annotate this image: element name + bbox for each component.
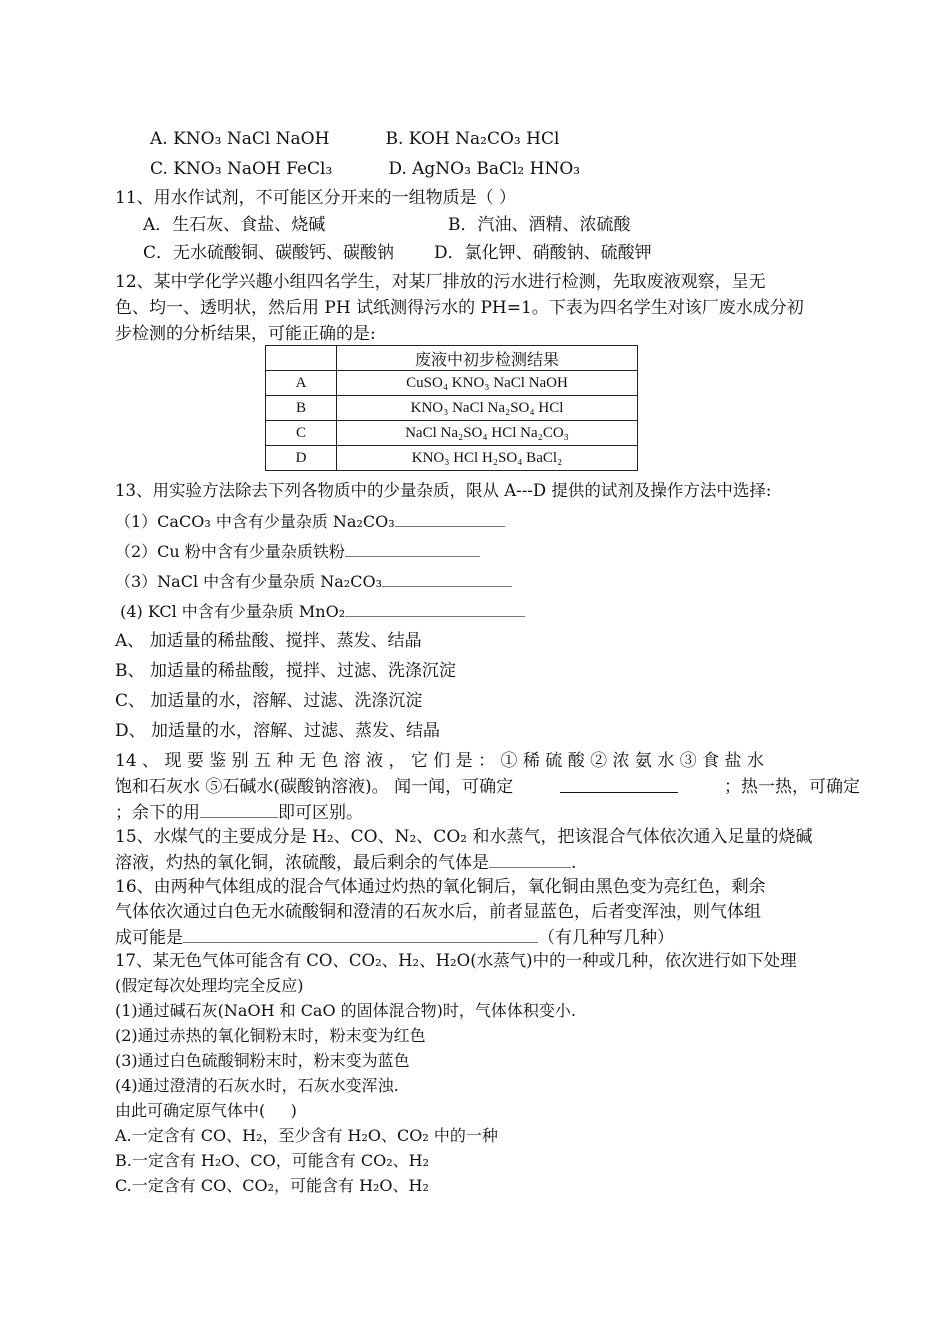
- answer-blank[interactable]: [489, 850, 571, 868]
- row-value: KNO₃ HCl H₂SO₄ BaCl₂: [337, 446, 638, 471]
- table-row: [266, 421, 638, 446]
- table-row: [266, 396, 638, 421]
- q17-option-c: C.一定含有 CO、CO₂，可能含有 H₂O、H₂: [115, 1176, 429, 1195]
- row-value: CuSO₄ KNO₃ NaCl NaOH: [337, 371, 638, 396]
- table-row: [266, 371, 638, 396]
- q12-line2: 色、均一、透明状，然后用 PH 试纸测得污水的 PH=1。下表为四名学生对该厂废水成分初: [115, 298, 804, 318]
- q13-item-1: [115, 509, 505, 534]
- q17-option-a: A.一定含有 CO、H₂，至少含有 H₂O、CO₂ 中的一种: [115, 1126, 498, 1145]
- item-text: （1）CaCO₃ 中含有少量杂质 Na₂CO₃: [115, 512, 395, 531]
- q14-line3-text: ；余下的用: [115, 803, 200, 823]
- item-text: （3）NaCl 中含有少量杂质 Na₂CO₃: [115, 572, 382, 591]
- answer-blank[interactable]: [382, 569, 512, 587]
- q12-line1: 12、某中学化学兴趣小组四名学生，对某厂排放的污水进行检测，先取废液观察，呈无: [115, 272, 766, 292]
- q15-line1: 15、水煤气的主要成分是 H₂、CO、N₂、CO₂ 和水蒸气，把该混合气体依次通入足量的烧碱: [115, 827, 813, 847]
- answer-blank[interactable]: [345, 599, 525, 617]
- answer-blank[interactable]: [183, 925, 538, 943]
- q14-line2: [115, 775, 860, 799]
- q17-step-4: (4)通过澄清的石灰水时，石灰水变浑浊.: [115, 1076, 399, 1095]
- item-text: (4) KCl 中含有少量杂质 MnO₂: [115, 602, 346, 621]
- q16-line3-tail: （有几种写几种）: [538, 928, 674, 948]
- q12-result-table: [265, 345, 638, 471]
- answer-blank[interactable]: [395, 509, 505, 527]
- q13-item-3: [115, 569, 512, 594]
- q17-step-2: (2)通过赤热的氧化铜粉末时，粉末变为红色: [115, 1026, 426, 1045]
- q13-item-2: [115, 539, 480, 564]
- q17-line2: (假定每次处理均完全反应): [115, 976, 304, 995]
- table-row: [266, 446, 638, 471]
- q13-option-d: D、 加适量的水，溶解、过滤、蒸发、结晶: [115, 721, 441, 741]
- row-key: D: [266, 446, 337, 471]
- q10-options-row2: [150, 157, 580, 181]
- q11-option-b: B．汽油、酒精、浓硫酸: [448, 215, 631, 235]
- answer-blank[interactable]: [345, 539, 480, 557]
- item-text: （2）Cu 粉中含有少量杂质铁粉: [115, 542, 345, 561]
- table-header-cell: 废液中初步检测结果: [337, 346, 638, 371]
- q10-option-b: B. KOH Na₂CO₃ HCl: [385, 129, 560, 149]
- q16-line1: 16、由两种气体组成的混合气体通过灼热的氧化铜后，氧化铜由黑色变为亮红色，剩余: [115, 877, 766, 897]
- q17-step-3: (3)通过白色硫酸铜粉末时，粉末变为蓝色: [115, 1051, 410, 1070]
- q14-line2-tail: ；热一热，可确定: [723, 777, 860, 797]
- q14-line1: 14 、 现 要 鉴 别 五 种 无 色 溶 液 ， 它 们 是 ： ① 稀 硫 酸 ② 浓 氨 水 ③ 食 盐 水: [115, 751, 764, 771]
- row-value: NaCl Na₂SO₄ HCl Na₂CO₃: [337, 421, 638, 446]
- answer-blank[interactable]: [200, 800, 278, 818]
- row-key: A: [266, 371, 337, 396]
- q10-option-d: D. AgNO₃ BaCl₂ HNO₃: [388, 159, 581, 179]
- q16-line3: [115, 925, 674, 950]
- q11-options-row2: [143, 241, 652, 265]
- q13-option-b: B、 加适量的稀盐酸，搅拌、过滤、洗涤沉淀: [115, 661, 456, 681]
- q15-line2-tail: .: [571, 853, 577, 873]
- q14-line3-tail: 即可区别。: [278, 803, 363, 823]
- q13-option-c: C、 加适量的水，溶解、过滤、洗涤沉淀: [115, 691, 423, 711]
- q10-option-a: A. KNO₃ NaCl NaOH: [150, 129, 330, 149]
- q13-stem: 13、用实验方法除去下列各物质中的少量杂质，限从 A---D 提供的试剂及操作方法中选择:: [115, 481, 772, 500]
- row-key: C: [266, 421, 337, 446]
- q17-step-1: (1)通过碱石灰(NaOH 和 CaO 的固体混合物)时，气体体积变小.: [115, 1001, 577, 1020]
- q10-option-c: C. KNO₃ NaOH FeCl₃: [150, 159, 333, 179]
- q10-options-row1: [150, 127, 559, 151]
- q13-item-4: [115, 599, 525, 624]
- q13-option-a: A、 加适量的稀盐酸、搅拌、蒸发、结晶: [115, 631, 422, 651]
- q17-line1: 17、某无色气体可能含有 CO、CO₂、H₂、H₂O(水蒸气)中的一种或几种，依次进行如下处理: [115, 951, 797, 970]
- q11-options-row1: [143, 213, 631, 237]
- q17-option-b: B.一定含有 H₂O、CO，可能含有 CO₂、H₂: [115, 1151, 430, 1170]
- q12-line3: 步检测的分析结果，可能正确的是:: [115, 324, 376, 344]
- q14-line3: [115, 800, 363, 825]
- q16-line2: 气体依次通过白色无水硫酸铜和澄清的石灰水后，前者显蓝色，后者变浑浊，则气体组: [115, 902, 761, 922]
- row-key: B: [266, 396, 337, 421]
- answer-blank[interactable]: [560, 775, 678, 793]
- q17-ask: 由此可确定原气体中( ): [115, 1101, 297, 1120]
- q11-stem: 11、用水作试剂，不可能区分开来的一组物质是（ ）: [115, 188, 517, 208]
- q11-option-a: A．生石灰、食盐、烧碱: [143, 215, 326, 235]
- q11-option-c: C．无水硫酸铜、碳酸钙、碳酸钠: [143, 243, 395, 263]
- q14-line2-text: 饱和石灰水 ⑤石碱水(碳酸钠溶液)。 闻一闻，可确定: [115, 777, 514, 797]
- q11-option-d: D．氯化钾、硝酸钠、硫酸钾: [434, 243, 652, 263]
- table-corner-cell: [266, 346, 337, 371]
- table-header-row: [266, 346, 638, 371]
- row-value: KNO₃ NaCl Na₂SO₄ HCl: [337, 396, 638, 421]
- q15-line2: [115, 850, 576, 875]
- q16-line3-text: 成可能是: [115, 928, 183, 948]
- q15-line2-text: 溶液，灼热的氧化铜，浓硫酸，最后剩余的气体是: [115, 853, 489, 873]
